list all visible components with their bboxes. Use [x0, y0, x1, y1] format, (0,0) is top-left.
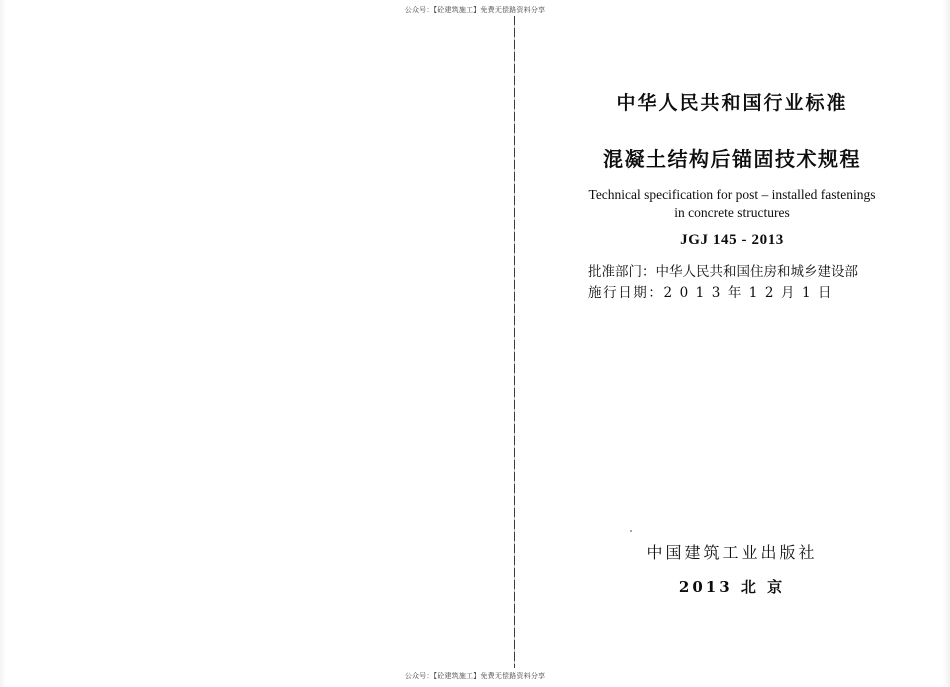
page-edge-shadow-right	[942, 0, 950, 687]
standard-title-en-line1: Technical specification for post – installed fastenings	[588, 187, 876, 202]
watermark-top: 公众号：【砼建筑施工】免费无偿路资料分享	[404, 7, 546, 14]
scan-speck	[630, 530, 632, 532]
title-page-content	[530, 0, 934, 687]
effective-date: 施行日期：2 0 1 3 年 1 2 月 1 日	[588, 285, 834, 301]
standard-title-en-line2: in concrete structures	[674, 205, 790, 220]
watermark-bottom: 公众号：【砼建筑施工】免费无偿路资料分享	[404, 673, 546, 680]
publish-year-place: 2013 北 京	[678, 578, 786, 596]
book-spine-line	[514, 16, 515, 668]
standard-authority-line: 中华人民共和国行业标准	[616, 92, 848, 114]
standard-meta-block	[588, 262, 878, 304]
standard-title-en	[530, 186, 934, 222]
standard-code: JGJ 145 - 2013	[680, 232, 784, 248]
approval-department: 批准部门：中华人民共和国住房和城乡建设部	[588, 264, 858, 280]
page-edge-shadow-left	[0, 0, 6, 687]
standard-title-cn: 混凝土结构后锚固技术规程	[603, 147, 861, 171]
publisher-name: 中国建筑工业出版社	[646, 543, 818, 562]
